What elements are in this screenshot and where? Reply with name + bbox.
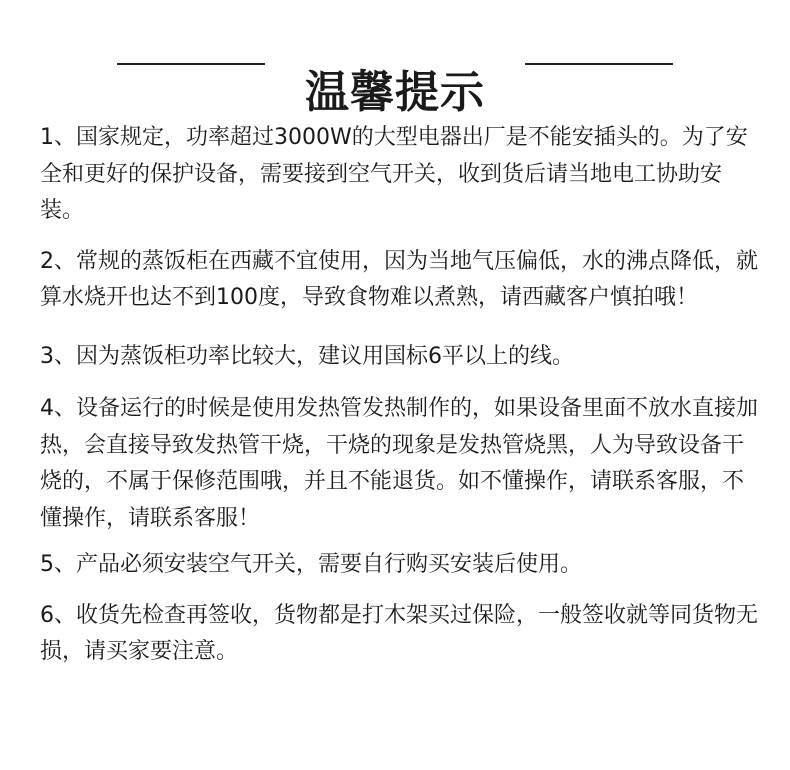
header [0,34,790,119]
notice-item-5: 5、产品必须安装空气开关，需要自行购买安装后使用。 [40,552,582,577]
notice-item-3: 3、因为蒸饭柜功率比较大，建议用国标6平以上的线。 [40,343,574,369]
notice-list [40,120,758,684]
notice-item-2: 2、常规的蒸饭柜在西藏不宜使用，因为当地气压偏低，水的沸点降低，就算水烧开也达不到100度，导致食物难以煮熟，请西藏客户慎拍哦！ [40,248,758,310]
notice-item-4: 4、设备运行的时候是使用发热管发热制作的，如果设备里面不放水直接加热，会直接导致发热管干烧，干烧的现象是发热管烧黑，人为导致设备干烧的，不属于保修范围哦，并且不能退货。如不懂操作，请联系客服，不懂操作，请联系客服！ [40,396,758,531]
page-title: 温馨提示 [305,67,485,119]
notice-item-6: 6、收货先检查再签收，货物都是打木架买过保险，一般签收就等同货物无损，请买家要注意。 [40,602,758,664]
notice-item-1: 1、国家规定，功率超过3000W的大型电器出厂是不能安插头的。为了安全和更好的保护设备，需要接到空气开关，收到货后请当地电工协助安装。 [40,125,748,223]
title-right-rule [525,63,673,65]
